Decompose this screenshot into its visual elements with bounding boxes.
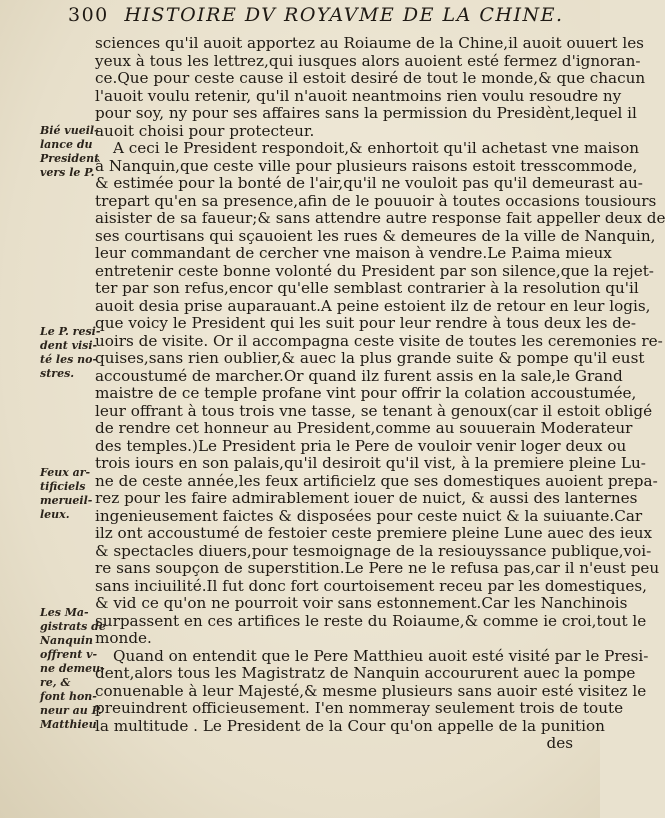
text-line: ingenieusement faictes & disposées pour ceste nuict & la suiuante.Car: [95, 506, 643, 525]
margin-note-line: President: [40, 152, 100, 165]
text-line: quises,sans rien oublier,& auec la plus grande suite & pompe qu'il eust: [95, 349, 645, 367]
text-line: trois iours en son palais,qu'il desiroit qu'il vist, à la premiere pleine Lu-: [95, 454, 646, 472]
text-line: & vid ce qu'on ne pourroit voir sans estonnement.Car les Nanchinois: [95, 594, 628, 612]
catchword: des: [546, 734, 573, 752]
text-line: & estimée pour la bonté de l'air,qu'il ne vouloit pas qu'il demeurast au-: [95, 174, 643, 192]
margin-note-president-visit: [40, 325, 101, 381]
text-line: l'auoit voulu retenir, qu'il n'auoit neantmoins rien voulu resoudre ny: [95, 86, 622, 105]
text-line: trepart qu'en sa presence,afin de le pouuoir à toutes occasions tousiours: [95, 191, 657, 210]
margin-note-line: Les Ma-: [40, 606, 89, 619]
text-line: ilz ont accoustumé de festoier ceste premiere pleine Lune auec des ieux: [95, 524, 653, 542]
text-line: maistre de ce temple profane vint pour offrir la colation accoustumée,: [95, 384, 637, 402]
text-line: ce.Que pour ceste cause il estoit desiré de tout le monde,& que chacun: [95, 69, 646, 87]
running-title: HISTOIRE DV ROYAVME DE LA CHINE.: [124, 4, 564, 26]
margin-note-line: Le P. resi-: [40, 325, 101, 338]
margin-note-line: ne demeu-: [40, 662, 105, 675]
text-line: que voicy le President qui les suit pour leur rendre à tous deux les de-: [95, 314, 637, 332]
text-line: pour soy, ny pour ses affaires sans la permission du Presidènt,lequel il: [95, 104, 637, 122]
text-line: conuenable à leur Majesté,& mesme plusieurs sans auoir esté visitez le: [95, 681, 647, 700]
margin-note-line: offrent v-: [40, 648, 98, 661]
text-line: preuindrent officieusement. I'en nommeray seulement trois de toute: [95, 699, 624, 717]
text-line: uoirs de visite. Or il accompagna ceste visite de toutes les ceremonies re-: [95, 331, 663, 350]
text-line: sans inciuilité.Il fut donc fort courtoisement receu par les domestiques,: [95, 576, 647, 595]
text-line: re sans soupçon de superstition.Le Pere ne le refusa pas,car il n'eust peu: [95, 559, 660, 577]
text-line: & spectacles diuers,pour tesmoignage de la resiouyssance publique,voi-: [95, 541, 652, 560]
text-line: ter par son refus,encor qu'elle semblast contrarier à la resolution qu'il: [95, 279, 639, 297]
body-text: [95, 34, 665, 753]
margin-note-line: font hon-: [40, 690, 97, 703]
margin-note-magistrates: [40, 606, 106, 732]
margin-note-line: té les no-: [40, 353, 98, 366]
margin-note-line: stres.: [40, 367, 75, 380]
text-line: leur commandant de cercher vne maison à vendre.Le P.aima mieux: [95, 244, 612, 262]
margin-note-line: gistrats de: [40, 620, 106, 633]
margin-note-line: Nanquin: [40, 634, 94, 647]
text-line: sciences qu'il auoit apportez au Roiaume de la Chine,il auoit ouuert les: [95, 34, 644, 52]
text-line: monde.: [95, 629, 152, 647]
margin-note-line: Matthieu: [40, 718, 97, 731]
page-header: [68, 4, 588, 34]
text-line: Quand on entendit que le Pere Matthieu auoit esté visité par le Presi-: [113, 646, 649, 665]
text-line: auoit choisi pour protecteur.: [95, 121, 315, 140]
text-line: dent,alors tous les Magistratz de Nanquin accoururent auec la pompe: [95, 664, 636, 682]
text-line: ses courtisans qui sçauoient les rues & demeures de la ville de Nanquin,: [95, 226, 656, 245]
margin-note-line: re, &: [40, 676, 71, 689]
margin-note-line: neur au P.: [40, 704, 102, 717]
text-line: la multitude . Le President de la Cour qu'on appelle de la punition: [95, 716, 605, 735]
text-line: ne de ceste année,les feux artificielz que ses domestiques auoient prepa-: [95, 471, 658, 490]
text-line: de rendre cet honneur au President,comme au souuerain Moderateur: [95, 419, 633, 437]
text-line: entretenir ceste bonne volonté du President par son silence,que la rejet-: [95, 261, 654, 280]
text-line: aisister de sa faueur;& sans attendre autre response fait appeller deux de: [95, 209, 665, 227]
text-line: à Nanquin,que ceste ville pour plusieurs raisons estoit tresscommode,: [95, 156, 638, 175]
text-line: A ceci le President respondoit,& enhortoit qu'il achetast vne maison: [113, 139, 640, 157]
margin-note-line: tificiels: [40, 480, 86, 493]
margin-note-line: Feux ar-: [40, 466, 91, 479]
margin-note-line: leux.: [40, 508, 70, 521]
page-number: 300: [68, 4, 109, 26]
text-line: des temples.)Le President pria le Pere de vouloir venir loger deux ou: [95, 436, 627, 455]
text-line: accoustumé de marcher.Or quand ilz furent assis en la sale,le Grand: [95, 366, 623, 385]
margin-note-benevolence: [40, 124, 98, 180]
text-line: leur offrant à tous trois vne tasse, se tenant à genoux(car il estoit obligé: [95, 401, 653, 420]
text-line: auoit desia prise auparauant.A peine estoient ilz de retour en leur logis,: [95, 296, 651, 315]
margin-note-line: vers le P.: [40, 166, 95, 179]
margin-note-line: dent visi-: [40, 339, 98, 352]
margin-note-fireworks: [40, 466, 98, 522]
margin-note-line: lance du: [40, 138, 93, 151]
margin-note-line: merueil-: [40, 494, 93, 507]
margin-note-line: Bié vueil-: [40, 124, 99, 137]
text-line: surpassent en ces artifices le reste du Roiaume,& comme ie croi,tout le: [95, 611, 647, 630]
text-line: rez pour les faire admirablement iouer de nuict, & aussi des lanternes: [95, 489, 638, 507]
text-line: yeux à tous les lettrez,qui iusques alors auoient esté fermez d'ignoran-: [95, 51, 641, 70]
